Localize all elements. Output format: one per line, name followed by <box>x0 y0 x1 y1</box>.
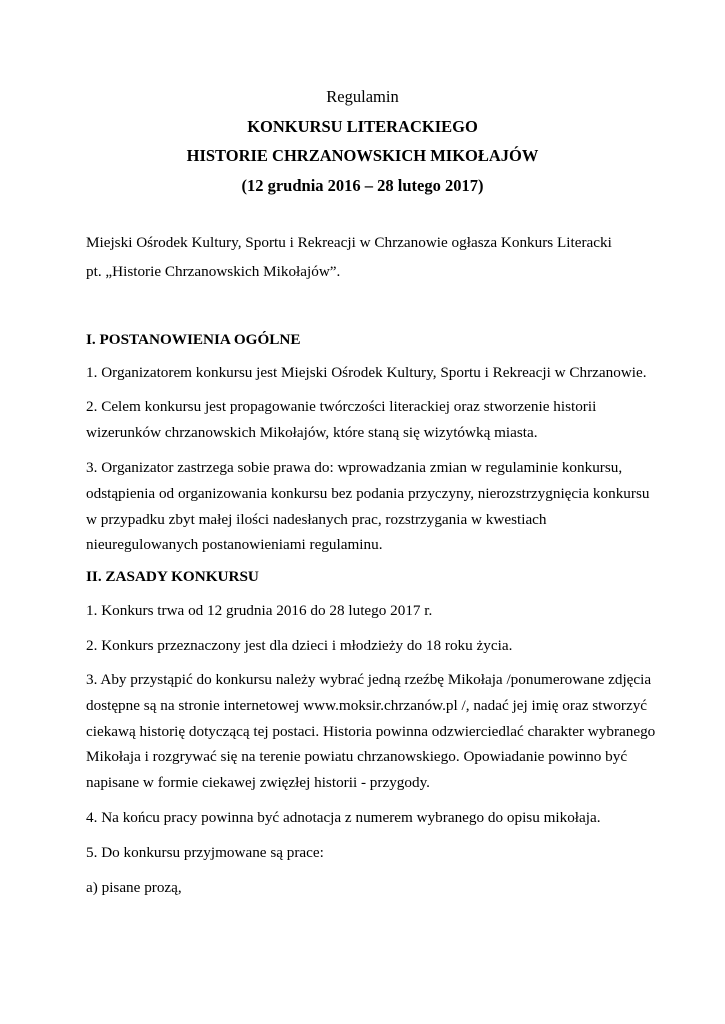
section-2-paragraph-3-line-5: napisane w formie ciekawej zwięzłej historii - przygody. <box>86 774 430 791</box>
section-2-paragraph-3-line-2: dostępne są na stronie internetowej www.moksir.chrzanów.pl /, nadać jej imię oraz stworzyć <box>86 697 648 714</box>
section-2-paragraph-2: 2. Konkurs przeznaczony jest dla dzieci i młodzieży do 18 roku życia. <box>86 637 513 654</box>
section-2-paragraph-3-line-1: 3. Aby przystąpić do konkursu należy wybrać jedną rzeźbę Mikołaja /ponumerowane zdjęcia <box>86 671 652 688</box>
section-1-paragraph-2-line-2: wizerunków chrzanowskich Mikołajów, które staną się wizytówką miasta. <box>86 424 538 441</box>
section-2-heading: II. ZASADY KONKURSU <box>86 568 259 585</box>
section-1-paragraph-3-line-3: w przypadku zbyt małej ilości nadesłanych prac, rozstrzygania w kwestiach <box>86 511 547 528</box>
section-1-paragraph-3-line-2: odstąpienia od organizowania konkursu bez podania przyczyny, nierozstrzygnięcia konkursu <box>86 485 650 502</box>
section-2-paragraph-5: 5. Do konkursu przyjmowane są prace: <box>86 844 324 861</box>
document-subtitle-1: KONKURSU LITERACKIEGO <box>247 117 478 136</box>
section-2-paragraph-4: 4. Na końcu pracy powinna być adnotacja z numerem wybranego do opisu mikołaja. <box>86 809 601 826</box>
section-1-paragraph-1: 1. Organizatorem konkursu jest Miejski Ośrodek Kultury, Sportu i Rekreacji w Chrzanowie. <box>86 364 647 381</box>
section-2-paragraph-3-line-3: ciekawą historię dotyczącą tej postaci. Historia powinna odzwierciedlać charakter wybranego <box>86 723 656 740</box>
intro-line-1: Miejski Ośrodek Kultury, Sportu i Rekreacji w Chrzanowie ogłasza Konkurs Literacki <box>86 234 612 251</box>
section-1-paragraph-3-line-4: nieuregulowanych postanowieniami regulaminu. <box>86 536 383 553</box>
section-1-heading: I. POSTANOWIENIA OGÓLNE <box>86 331 301 348</box>
document-subtitle-2: HISTORIE CHRZANOWSKICH MIKOŁAJÓW <box>186 146 539 165</box>
document-dates: (12 grudnia 2016 – 28 lutego 2017) <box>241 176 484 195</box>
section-2-paragraph-1: 1. Konkurs trwa od 12 grudnia 2016 do 28 lutego 2017 r. <box>86 602 433 619</box>
section-1-paragraph-2-line-1: 2. Celem konkursu jest propagowanie twórczości literackiej oraz stworzenie historii <box>86 398 597 415</box>
section-2-paragraph-3-line-4: Mikołaja i rozgrywać się na terenie powiatu chrzanowskiego. Opowiadanie powinno być <box>86 748 628 765</box>
section-2-paragraph-5a: a) pisane prozą, <box>86 879 182 896</box>
intro-line-2: pt. „Historie Chrzanowskich Mikołajów”. <box>86 263 341 280</box>
section-1-paragraph-3-line-1: 3. Organizator zastrzega sobie prawa do: wprowadzania zmian w regulaminie konkursu, <box>86 459 623 476</box>
document-title: Regulamin <box>326 87 399 106</box>
